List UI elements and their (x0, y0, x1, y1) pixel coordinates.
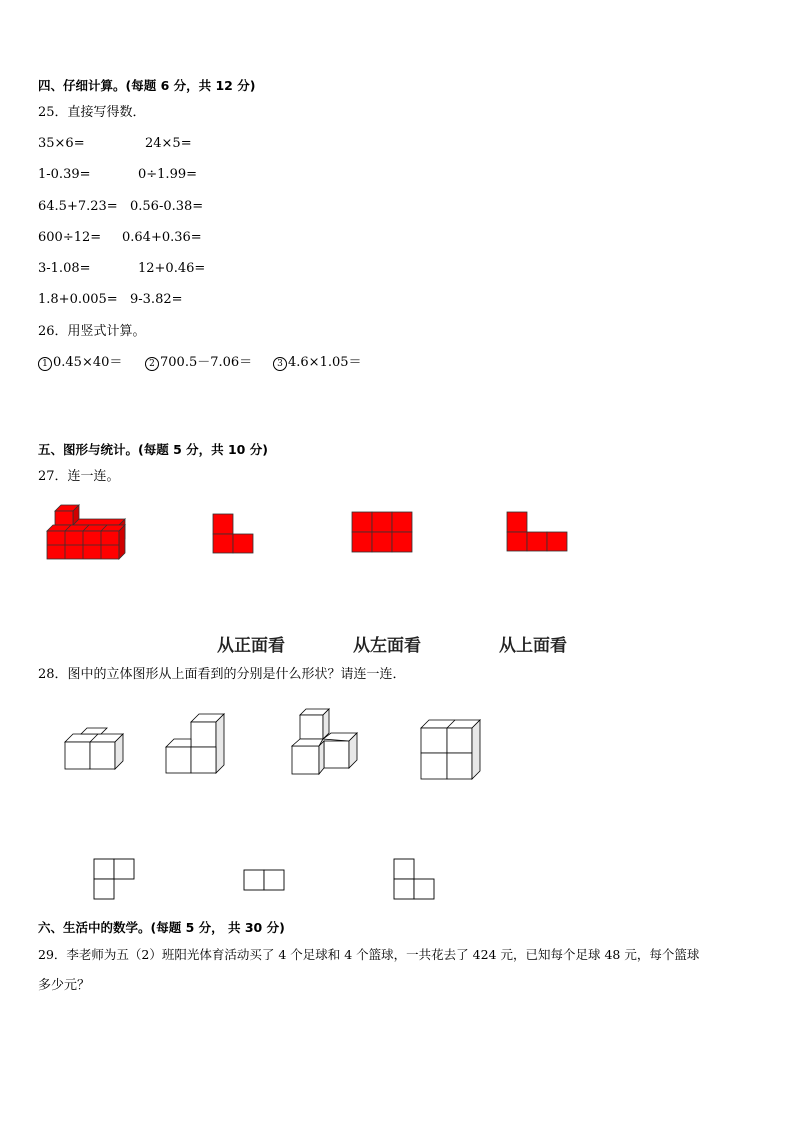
calc-item: 1-0.39= (38, 167, 91, 182)
top-view-shape-1 (93, 858, 137, 902)
red-3d-cube-figure (44, 500, 134, 566)
red-view-shape-rectangle (351, 511, 415, 555)
red-view-shape-l-long (506, 511, 570, 553)
circled-number: 1 (38, 357, 52, 371)
view-label-left: 从左面看 (353, 636, 421, 656)
circled-number: 2 (145, 357, 159, 371)
circled-number: 3 (273, 357, 287, 371)
calc-item: 1.8+0.005= (38, 292, 118, 307)
top-view-shape-3 (393, 858, 437, 902)
section-heading: 四、仔细计算。(每题 6 分，共 12 分) (38, 78, 256, 93)
red-view-shape-l-small (212, 513, 256, 555)
calc-item: 0÷1.99= (138, 167, 198, 182)
word-problem-line: 多少元？ (38, 978, 91, 993)
view-label-front: 从正面看 (217, 636, 285, 656)
calc-item: 600÷12= (38, 230, 102, 245)
calc-item: 35×6= (38, 136, 85, 151)
section-heading: 五、图形与统计。(每题 5 分，共 10 分) (38, 442, 268, 457)
calc-expression: 4.6×1.05＝ (288, 355, 362, 370)
calc-item: 64.5+7.23= (38, 199, 118, 214)
question-label: 25．直接写得数． (38, 105, 146, 120)
calc-expression: 700.5－7.06＝ (160, 355, 253, 370)
vertical-calc-item (273, 355, 362, 371)
cube-solid-2 (165, 713, 229, 777)
question-label: 26．用竖式计算。 (38, 324, 146, 339)
cube-solid-3 (291, 706, 361, 778)
view-label-top: 从上面看 (499, 636, 567, 656)
calc-item: 9-3.82= (130, 292, 183, 307)
cube-solid-1 (64, 727, 128, 773)
calc-expression: 0.45×40＝ (53, 355, 123, 370)
question-label: 28．图中的立体图形从上面看到的分别是什么形状？请连一连． (38, 667, 406, 682)
vertical-calc-item (38, 355, 122, 371)
calc-item: 3-1.08= (38, 261, 91, 276)
calc-item: 0.56-0.38= (130, 199, 204, 214)
section-heading: 六、生活中的数学。(每题 5 分， 共 30 分) (38, 920, 285, 935)
calc-item: 12+0.46= (138, 261, 206, 276)
vertical-calc-item (145, 355, 252, 371)
calc-item: 24×5= (145, 136, 192, 151)
top-view-shape-2 (243, 869, 287, 893)
cube-solid-4 (420, 719, 484, 783)
question-label: 27．连一连。 (38, 469, 120, 484)
word-problem-line: 29．李老师为五（2）班阳光体育活动买了 4 个足球和 4 个篮球，一共花去了 424 元，已知每个足球 48 元，每个篮球 (38, 947, 700, 962)
calc-item: 0.64+0.36= (122, 230, 202, 245)
